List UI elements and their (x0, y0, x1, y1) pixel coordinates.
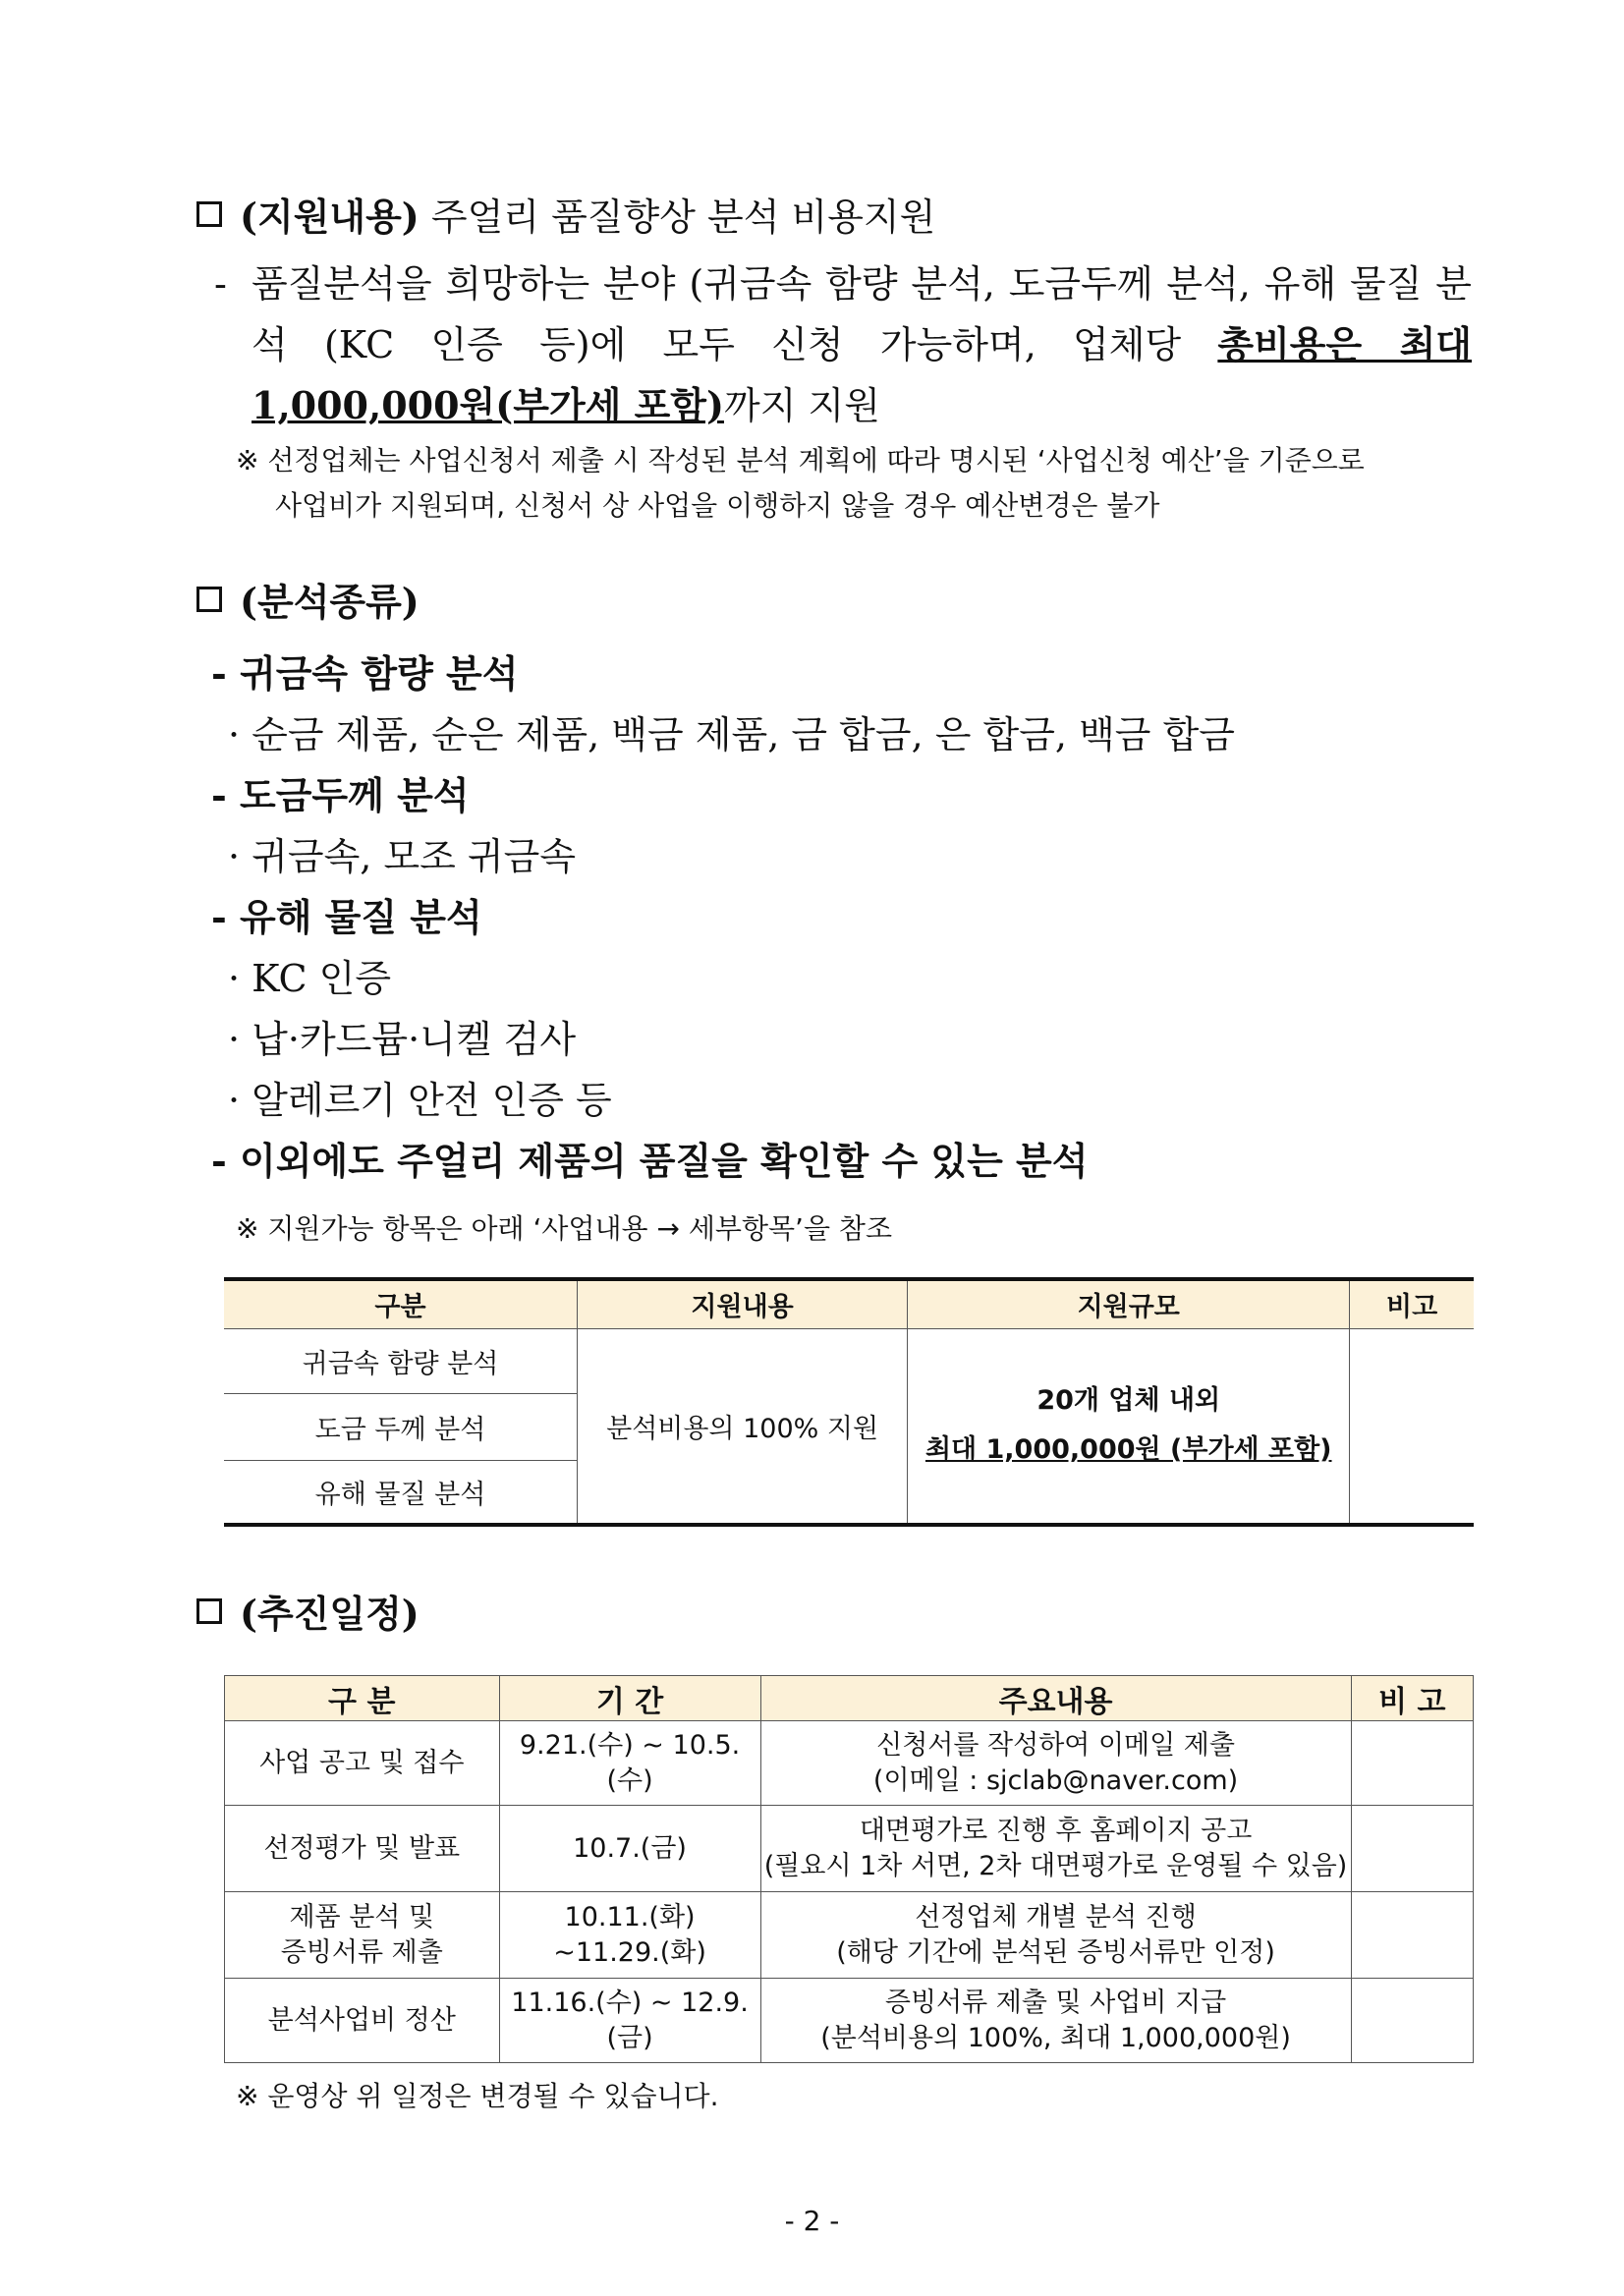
group-item: · 순금 제품, 순은 제품, 백금 제품, 금 합금, 은 합금, 백금 합금 (228, 713, 1236, 756)
table-header: 주요내용 (760, 1676, 1351, 1721)
section-heading-support (196, 187, 935, 241)
content-line: (해당 기간에 분석된 증빙서류만 인정) (836, 1936, 1275, 1968)
group-item: · 귀금속, 모조 귀금속 (228, 835, 577, 878)
scale-line-2: 최대 1,000,000원 (부가세 포함) (924, 1434, 1332, 1466)
group-title: - 귀금속 함량 분석 (211, 651, 519, 696)
group-item: · 알레르기 안전 인증 등 (228, 1079, 612, 1122)
row-content (760, 1892, 1351, 1979)
remark-cell (1350, 1328, 1474, 1525)
period-line: 10.11.(화) (564, 1901, 696, 1932)
checkbox-square-icon (196, 201, 222, 227)
row-name: 분석사업비 정산 (225, 1979, 500, 2063)
content-line: (분석비용의 100%, 최대 1,000,000원) (820, 2022, 1291, 2053)
table-row (225, 1806, 1474, 1892)
table-header: 비고 (1350, 1279, 1474, 1328)
analysis-note: ※ 지원가능 항목은 아래 ‘사업내용 → 세부항목’을 참조 (236, 1212, 892, 1245)
checkbox-square-icon (196, 587, 222, 612)
table-row (225, 1721, 1474, 1806)
content-line: 선정업체 개별 분석 진행 (915, 1901, 1197, 1932)
content-line: 대면평가로 진행 후 홈페이지 공고 (859, 1815, 1253, 1846)
row-period: 10.7.(금) (499, 1806, 760, 1892)
content-line: 신청서를 작성하여 이메일 제출 (876, 1729, 1235, 1761)
section-heading-bold: (분석종류) (240, 580, 420, 624)
note-line-1: ※ 선정업체는 사업신청서 제출 시 작성된 분석 계획에 따라 명시된 ‘사업신청 예산’을 기준으로 (236, 444, 1365, 476)
section-heading-bold: (추진일정) (240, 1592, 420, 1636)
support-scale-cell (908, 1328, 1350, 1525)
dash-bullet: - (214, 262, 227, 306)
row-name (225, 1892, 500, 1979)
note-line-2: 사업비가 지원되며, 신청서 상 사업을 이행하지 않을 경우 예산변경은 불가 (275, 489, 1160, 522)
table-cell: 도금 두께 분석 (224, 1393, 577, 1460)
table-cell: 귀금속 함량 분석 (224, 1328, 577, 1393)
checkbox-square-icon (196, 1598, 222, 1624)
support-table (224, 1277, 1474, 1527)
group-title: - 유해 물질 분석 (211, 895, 482, 939)
period-line: ~11.29.(화) (553, 1936, 706, 1968)
para-line-2-underline: 총비용은 최대 (1217, 322, 1472, 366)
group-item: · 납·카드뮴·니켈 검사 (228, 1018, 577, 1061)
section-heading-text: 주얼리 품질향상 분석 비용지원 (419, 196, 936, 239)
group-item: · KC 인증 (228, 957, 392, 1000)
table-header: 비 고 (1351, 1676, 1473, 1721)
schedule-table (224, 1675, 1474, 2063)
row-content (760, 1721, 1351, 1806)
row-name: 선정평가 및 발표 (225, 1806, 500, 1892)
para-line-3-underline: 1,000,000원(부가세 포함) (252, 383, 724, 427)
row-content (760, 1979, 1351, 2063)
para-line-2a: 분석 (KC 인증 등)에 모두 신청 가능하며, 업체당 (252, 262, 1472, 366)
name-line: 증빙서류 제출 (280, 1936, 443, 1968)
scale-line-1: 20개 업체 내외 (1036, 1385, 1221, 1417)
row-remark (1351, 1979, 1473, 2063)
row-remark (1351, 1806, 1473, 1892)
table-row (225, 1979, 1474, 2063)
table-header: 지원내용 (577, 1279, 907, 1328)
para-line-1: 품질분석을 희망하는 분야 (귀금속 함량 분석, 도금두께 분석, 유해 물질 (252, 262, 1423, 306)
support-content-cell: 분석비용의 100% 지원 (577, 1328, 907, 1525)
section-heading-bold: (지원내용) (240, 195, 420, 239)
table-header: 구 분 (225, 1676, 500, 1721)
table-row (225, 1892, 1474, 1979)
table-header: 기 간 (499, 1676, 760, 1721)
support-paragraph (214, 253, 1472, 436)
row-remark (1351, 1721, 1473, 1806)
row-content (760, 1806, 1351, 1892)
table-cell: 유해 물질 분석 (224, 1460, 577, 1525)
section-heading-analysis (196, 572, 420, 626)
row-period (499, 1892, 760, 1979)
name-line: 제품 분석 및 (289, 1901, 435, 1932)
section-heading-schedule (196, 1584, 420, 1638)
row-name: 사업 공고 및 접수 (225, 1721, 500, 1806)
row-period: 9.21.(수) ~ 10.5.(수) (499, 1721, 760, 1806)
schedule-footnote: ※ 운영상 위 일정은 변경될 수 있습니다. (236, 2080, 719, 2112)
content-line: 증빙서류 제출 및 사업비 지급 (884, 1987, 1227, 2018)
table-header: 구분 (224, 1279, 577, 1328)
support-note (236, 438, 1476, 529)
content-line: (이메일 : sjclab@naver.com) (872, 1764, 1239, 1796)
page-number: - 2 - (784, 2205, 840, 2237)
group-title: - 도금두께 분석 (211, 773, 470, 817)
para-line-3b: 까지 지원 (723, 384, 880, 427)
table-header: 지원규모 (908, 1279, 1350, 1328)
content-line: (필요시 1차 서면, 2차 대면평가로 운영될 수 있음) (763, 1850, 1348, 1881)
row-remark (1351, 1892, 1473, 1979)
group-title: - 이외에도 주얼리 제품의 품질을 확인할 수 있는 분석 (211, 1139, 1089, 1183)
row-period: 11.16.(수) ~ 12.9.(금) (499, 1979, 760, 2063)
